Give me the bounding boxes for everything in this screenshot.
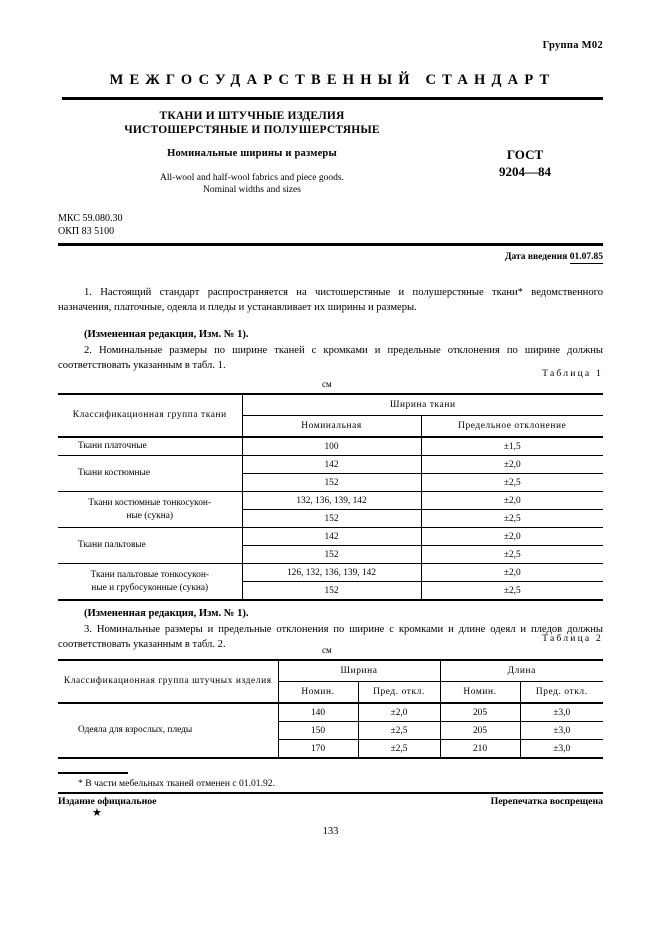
table-1-header-group: Классификационная группа ткани	[58, 394, 242, 437]
table-2-length-deviation: ±3,0	[520, 740, 603, 759]
document-title-line-1: ТКАНИ И ШТУЧНЫЕ ИЗДЕЛИЯ	[159, 110, 345, 122]
introduction-date	[505, 252, 603, 262]
table-2-width-deviation: ±2,0	[358, 703, 440, 722]
table-1-nominal: 152	[242, 546, 421, 564]
table-1-nominal: 152	[242, 582, 421, 601]
table-1-deviation: ±2,5	[421, 510, 603, 528]
paragraph-2	[58, 344, 603, 373]
table-1-group-label: Ткани костюмные	[58, 456, 242, 492]
table-1-nominal: 152	[242, 474, 421, 492]
table-2-width-deviation: ±2,5	[358, 722, 440, 740]
table-2-header-length-nominal: Номин.	[440, 682, 520, 704]
revision-note-1	[58, 329, 603, 340]
table-1-deviation: ±2,5	[421, 582, 603, 601]
table-1-unit: см	[322, 379, 332, 389]
table-1	[58, 393, 603, 601]
paragraph-2-text: 2. Номинальные размеры по ширине тканей с кромками и предельные отклонения по ширине должны соответствовать указанным в табл. 1.	[58, 345, 603, 371]
table-2-length-deviation: ±3,0	[520, 722, 603, 740]
table-2	[58, 659, 603, 759]
table-1-deviation: ±1,5	[421, 437, 603, 456]
table-1-deviation: ±2,0	[421, 456, 603, 474]
footnote	[58, 778, 275, 789]
table-row	[58, 456, 603, 474]
table-1-nominal: 142	[242, 528, 421, 546]
reprint-notice: Перепечатка воспрещена	[490, 796, 603, 807]
table-row	[58, 703, 603, 722]
table-2-header-width-span: Ширина	[278, 660, 440, 682]
table-2-length-nominal: 205	[440, 703, 520, 722]
gost-number: 9204—84	[499, 164, 551, 179]
group-code: Группа М02	[542, 40, 603, 51]
table-2-width-deviation: ±2,5	[358, 740, 440, 759]
table-1-nominal: 132, 136, 139, 142	[242, 492, 421, 510]
table-row	[58, 492, 603, 510]
table-2-unit: см	[322, 645, 332, 655]
table-2-header-length-span: Длина	[440, 660, 603, 682]
page-number: 133	[322, 826, 339, 837]
table-2-length-deviation: ±3,0	[520, 703, 603, 722]
table-1-group-label: Ткани платочные	[58, 437, 242, 456]
table-2-length-nominal: 210	[440, 740, 520, 759]
table-1-nominal: 142	[242, 456, 421, 474]
codes-rule	[58, 243, 603, 246]
paragraph-3-text: 3. Номинальные размеры и предельные отклонения по ширине с кромками и длине одеял и пледов должны соответствовать указанным в табл. 2.	[58, 624, 603, 650]
document-title	[62, 110, 442, 137]
table-1-nominal: 126, 132, 136, 139, 142	[242, 564, 421, 582]
table-2-width-nominal: 150	[278, 722, 358, 740]
table-2-header-width-deviation: Пред. откл.	[358, 682, 440, 704]
document-title-english	[62, 172, 442, 196]
table-1-deviation: ±2,0	[421, 564, 603, 582]
classification-codes	[58, 212, 122, 238]
table-1-group-label: Ткани костюмные тонкосукон- ные (сукна)	[58, 492, 242, 528]
table-2-header-group: Классификационная группа штучных изделия	[58, 660, 278, 703]
revision-note-2	[58, 608, 603, 619]
table-1-deviation: ±2,5	[421, 474, 603, 492]
table-2-header-row-1	[58, 660, 603, 682]
english-title-line-2: Nominal widths and sizes	[203, 185, 301, 195]
header-rule	[62, 97, 603, 100]
table-1-deviation: ±2,0	[421, 528, 603, 546]
table-2-width-nominal: 170	[278, 740, 358, 759]
table-row	[58, 437, 603, 456]
table-1-nominal: 152	[242, 510, 421, 528]
table-row	[58, 528, 603, 546]
gost-label: ГОСТ	[506, 147, 544, 162]
table-1-deviation: ±2,0	[421, 492, 603, 510]
table-1-caption: Таблица 1	[542, 368, 603, 379]
table-2-header-length-deviation: Пред. откл.	[520, 682, 603, 704]
table-row	[58, 564, 603, 582]
okp-code: ОКП 83 5100	[58, 226, 115, 237]
revision-note-1-text: (Измененная редакция, Изм. № 1).	[84, 329, 249, 340]
introduction-date-value: 01.07.85	[569, 252, 603, 262]
footnote-text: * В части мебельных тканей отменен с 01.01.92.	[78, 778, 275, 789]
paragraph-1-text: 1. Настоящий стандарт распространяется на чистошерстяные и полушерстяные ткани* ведомственного назначения, платочные, одеяла и пледы и устанавливает их ширины и размеры.	[58, 287, 603, 313]
table-1-header-row-1	[58, 394, 603, 416]
star-icon: ★	[92, 807, 102, 819]
table-2-header-width-nominal: Номин.	[278, 682, 358, 704]
footnote-rule	[58, 772, 128, 774]
paragraph-1	[58, 286, 603, 315]
mks-code: МКС 59.080.30	[58, 213, 123, 224]
table-1-header-nominal: Номинальная	[242, 416, 421, 438]
table-1-header-deviation: Предельное отклонение	[421, 416, 603, 438]
standard-banner: МЕЖГОСУДАРСТВЕННЫЙ СТАНДАРТ	[109, 72, 556, 88]
footer-rule	[58, 792, 603, 794]
table-2-group-label: Одеяла для взрослых, пледы	[58, 703, 278, 758]
document-title-line-2: ЧИСТОШЕРСТЯНЫЕ И ПОЛУШЕРСТЯНЫЕ	[124, 123, 380, 136]
table-1-nominal: 100	[242, 437, 421, 456]
table-1-header-width-span: Ширина ткани	[242, 394, 603, 416]
revision-note-2-text: (Измененная редакция, Изм. № 1).	[84, 608, 249, 619]
introduction-date-label: Дата введения	[504, 252, 568, 262]
english-title-line-1: All-wool and half-wool fabrics and piece goods.	[160, 173, 344, 183]
table-2-caption: Таблица 2	[542, 633, 603, 644]
table-1-group-label: Ткани пальтовые	[58, 528, 242, 564]
table-1-group-label: Ткани пальтовые тонкосукон- ные и грубосуконные (сукна)	[58, 564, 242, 601]
document-subtitle: Номинальные ширины и размеры	[167, 148, 337, 159]
gost-designation	[450, 146, 600, 180]
table-1-deviation: ±2,5	[421, 546, 603, 564]
table-2-length-nominal: 205	[440, 722, 520, 740]
edition-notice: Издание официальное	[58, 796, 157, 807]
table-2-width-nominal: 140	[278, 703, 358, 722]
